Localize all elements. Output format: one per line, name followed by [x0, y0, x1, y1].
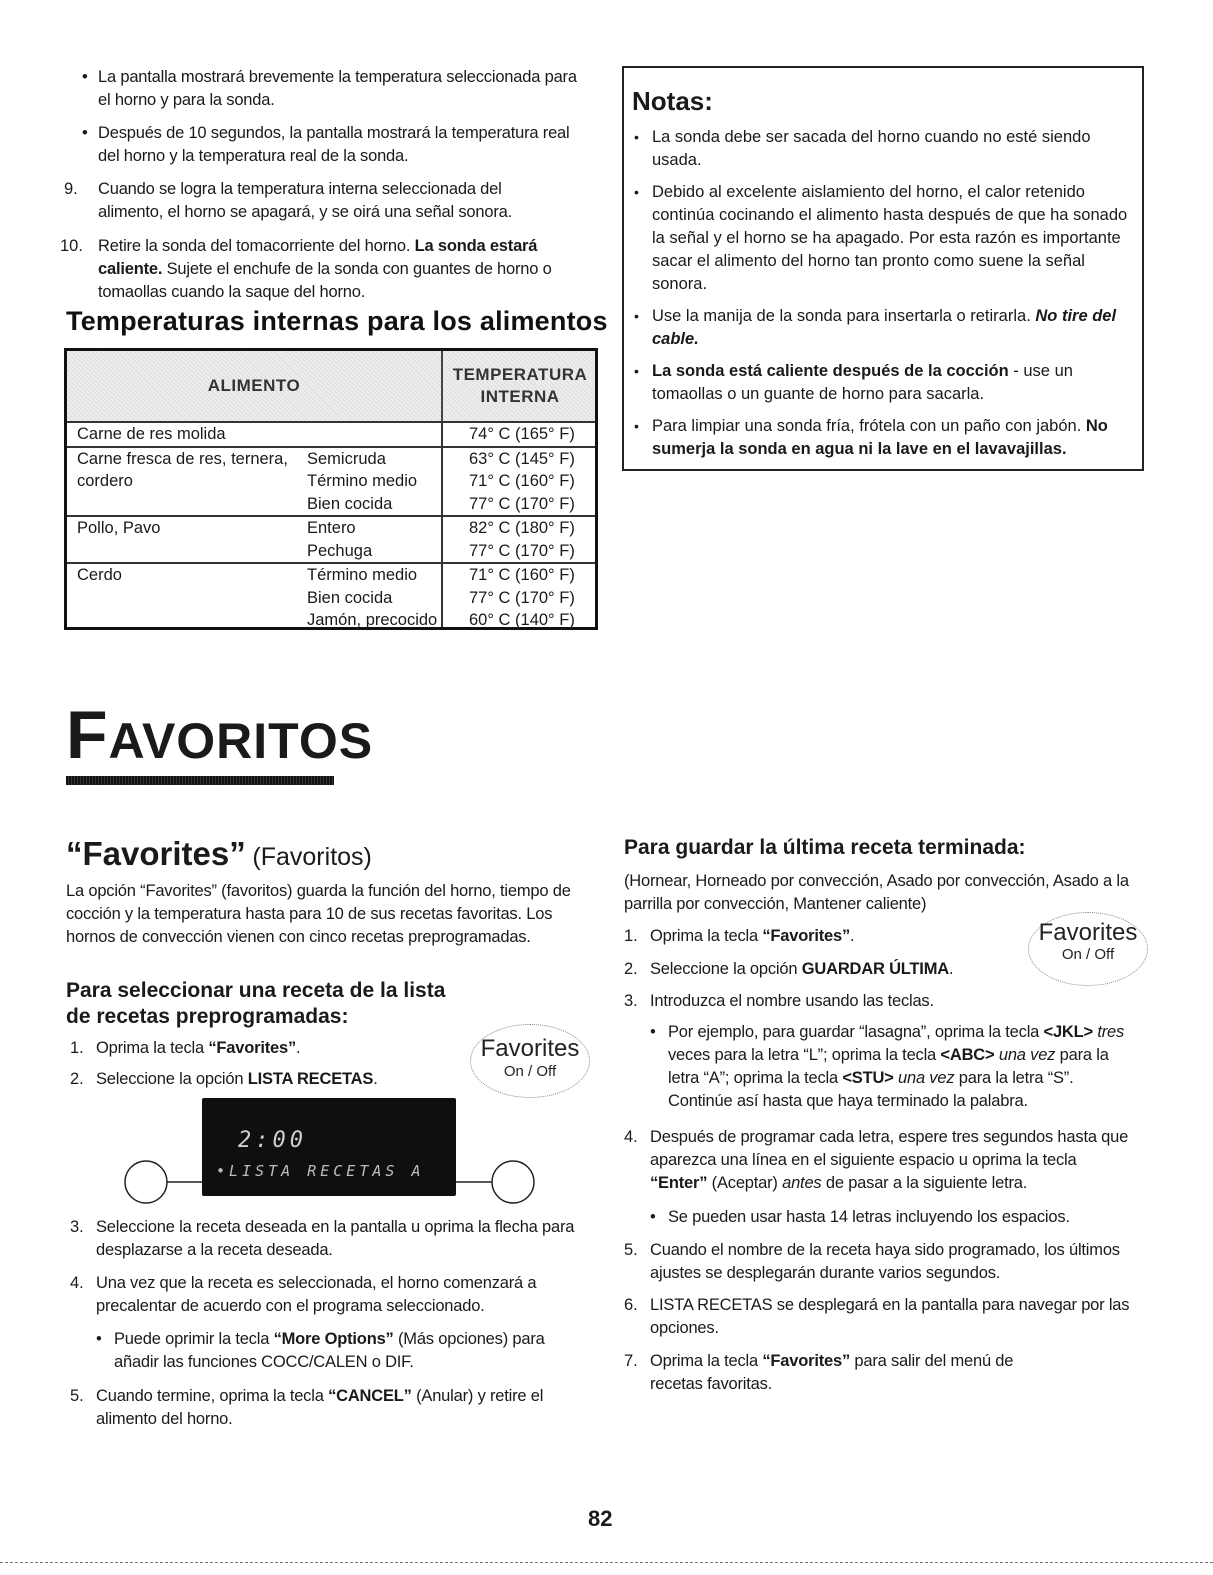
table-cell-temp: 74° C (165° F): [469, 425, 575, 443]
table-cell-food: cordero: [77, 472, 133, 490]
step-number: 2.: [70, 1070, 84, 1088]
table-cell-temp: 77° C (170° F): [469, 541, 575, 560]
table-cell-cut: Entero: [307, 519, 356, 537]
step-text: Después de programar cada letra, espere tres segundos hasta que aparezca una línea en el siguiente espacio u oprima la tecla “Enter” (Aceptar) antes de pasar a la siguiente letra.: [650, 1128, 1129, 1192]
notes-box: [622, 66, 1144, 471]
table-cell-food: Carne de res molida: [77, 425, 226, 443]
table-row-group: [67, 564, 595, 634]
table-cell-cut: Pechuga: [307, 541, 373, 560]
step-number: 3.: [624, 992, 638, 1010]
display-menu: •LISTA RECETAS A: [216, 1162, 425, 1180]
table-cell-temp: 60° C (140° F): [469, 611, 575, 629]
note-item: • Debido al excelente aislamiento del horno, el calor retenido continúa cocinando el alimento hasta después de que ha sonado la señal y el horno se ha apagado. Por esta razón es importante sacar el alimento del horno tan pronto como suene la señal sonora.: [632, 181, 1132, 296]
table-row-group: [67, 517, 595, 564]
table-cell-temp: 71° C (160° F): [469, 472, 575, 490]
favorites-intro: La opción “Favorites” (favoritos) guarda la función del horno, tiempo de cocción y la temperatura hasta para 10 de sus recetas favoritas. Los hornos de convección vienen con cinco recetas preprogramadas.: [66, 882, 571, 946]
right-arrow-icon: [492, 1161, 534, 1203]
step-number: 9.: [64, 180, 78, 198]
table-cell-food: Carne fresca de res, ternera,: [77, 449, 288, 468]
step-number: 7.: [624, 1352, 638, 1370]
temperature-table: [64, 348, 598, 630]
table-row: [67, 587, 595, 610]
step-number: 1.: [624, 927, 638, 945]
table-row-group: [67, 423, 595, 448]
bullet-text: Se pueden usar hasta 14 letras incluyendo los espacios.: [668, 1208, 1070, 1226]
save-last-heading: Para guardar la última receta terminada:: [624, 836, 1026, 859]
favorites-key-button[interactable]: Favorites On / Off: [1028, 912, 1148, 986]
display-time: 2:00: [238, 1128, 307, 1153]
table-row: [67, 423, 595, 446]
bullet-dot: •: [82, 124, 88, 142]
page-number: 82: [588, 1506, 613, 1531]
table-cell-food: Cerdo: [77, 566, 122, 584]
step-text: Oprima la tecla “Favorites” para salir del menú de recetas favoritas.: [650, 1352, 1014, 1393]
table-row: [67, 493, 595, 516]
step-text: LISTA RECETAS se desplegará en la pantalla para navegar por las opciones.: [650, 1296, 1130, 1337]
step-number: 1.: [70, 1039, 84, 1057]
bullet-dot: •: [650, 1208, 656, 1226]
table-cell-temp: 63° C (145° F): [469, 449, 575, 468]
step-number: 4.: [624, 1128, 638, 1146]
step-text: Cuando el nombre de la receta haya sido programado, los últimos ajustes se desplegarán durante varios segundos.: [650, 1241, 1120, 1282]
oven-display: [202, 1098, 456, 1196]
table-header: [67, 351, 595, 423]
table-cell-cut: Jamón, precocido: [307, 611, 438, 629]
notes-title: Notas:: [632, 86, 713, 116]
step-text: Oprima la tecla “Favorites”.: [650, 927, 855, 945]
step-text: Seleccione la opción LISTA RECETAS.: [96, 1070, 378, 1088]
step-number: 5.: [624, 1241, 638, 1259]
table-row: [67, 564, 595, 587]
step-text: Retire la sonda del tomacorriente del horno. La sonda estará caliente. Sujete el enchufe de la sonda con guantes de horno o tomaollas cuando la saque del horno.: [98, 237, 552, 301]
table-cell-food: Pollo, Pavo: [77, 519, 161, 537]
table-row: [67, 470, 595, 493]
step-text: Seleccione la opción GUARDAR ÚLTIMA.: [650, 960, 954, 978]
select-recipe-heading: Para seleccionar una receta de la lista de recetas preprogramadas:: [66, 979, 446, 1028]
favorites-heading: “Favorites” (Favoritos): [66, 835, 372, 872]
table-cell-temp: 77° C (170° F): [469, 588, 575, 607]
step-text: Oprima la tecla “Favorites”.: [96, 1039, 301, 1057]
table-cell-cut: Bien cocida: [307, 494, 393, 513]
table-cell-temp: 82° C (180° F): [469, 519, 575, 537]
bullet-text: La pantalla mostrará brevemente la temperatura seleccionada para el horno y para la sonda.: [98, 68, 577, 109]
step-number: 6.: [624, 1296, 638, 1314]
favoritos-title: FAVORITOS: [66, 697, 374, 773]
bullet-text: Después de 10 segundos, la pantalla mostrará la temperatura real del horno y la temperatura real de la sonda.: [98, 124, 570, 165]
table-cell-cut: Término medio: [307, 472, 418, 490]
bullet-dot: •: [82, 68, 88, 86]
table-cell-temp: 77° C (170° F): [469, 494, 575, 513]
table-cell-cut: Semicruda: [307, 449, 386, 468]
left-arrow-icon: [125, 1161, 167, 1203]
step-text: Seleccione la receta deseada en la pantalla u oprima la flecha para desplazarse a la receta deseada.: [96, 1218, 575, 1259]
table-row: [67, 448, 595, 471]
table-row: [67, 540, 595, 563]
temperatures-heading: Temperaturas internas para los alimentos: [66, 306, 608, 336]
bullet-dot: •: [650, 1023, 656, 1041]
step-number: 10.: [60, 237, 83, 255]
bullet-dot: •: [96, 1330, 102, 1348]
step-text: Introduzca el nombre usando las teclas.: [650, 992, 934, 1010]
note-item: • La sonda está caliente después de la cocción - use un tomaollas o un guante de horno para sacarla.: [632, 360, 1132, 406]
step-number: 3.: [70, 1218, 84, 1236]
bullet-text: Puede oprimir la tecla “More Options” (Más opciones) para añadir las funciones COCC/CALEN o DIF.: [114, 1330, 545, 1371]
step-number: 4.: [70, 1274, 84, 1292]
note-item: • Use la manija de la sonda para insertarla o retirarla. No tire del cable.: [632, 305, 1132, 351]
note-item: • Para limpiar una sonda fría, frótela con un paño con jabón. No sumerja la sonda en agua ni la lave en el lavavajillas.: [632, 415, 1132, 461]
favorites-key-button[interactable]: Favorites On / Off: [470, 1024, 590, 1098]
header-temperatura: TEMPERATURA INTERNA: [441, 351, 597, 421]
title-underline: [66, 776, 334, 785]
step-number: 5.: [70, 1387, 84, 1405]
table-cell-cut: Bien cocida: [307, 588, 393, 607]
table-row-group: [67, 448, 595, 518]
table-cell-temp: 71° C (160° F): [469, 566, 575, 584]
step-text: Cuando se logra la temperatura interna seleccionada del alimento, el horno se apagará, y se oirá una señal sonora.: [98, 180, 513, 221]
table-cell-cut: Término medio: [307, 566, 418, 584]
bullet-text: Por ejemplo, para guardar “lasagna”, oprima la tecla <JKL> tres veces para la letra “L”; oprima la tecla <ABC> una vez para la letra “A”; oprima la tecla <STU> una vez para la letra “S”. Continúe así hasta que haya terminado la palabra.: [668, 1023, 1125, 1110]
table-row: [67, 609, 595, 632]
step-text: Una vez que la receta es seleccionada, el horno comenzará a precalentar de acuerdo con el programa seleccionado.: [96, 1274, 537, 1315]
bottom-divider: [0, 1562, 1213, 1563]
table-row: [67, 517, 595, 540]
note-item: • La sonda debe ser sacada del horno cuando no esté siendo usada.: [632, 126, 1132, 172]
step-number: 2.: [624, 960, 638, 978]
step-text: Cuando termine, oprima la tecla “CANCEL” (Anular) y retire el alimento del horno.: [96, 1387, 544, 1428]
save-last-intro: (Hornear, Horneado por convección, Asado por convección, Asado a la parrilla por convección, Mantener caliente): [624, 872, 1129, 913]
header-alimento: ALIMENTO: [207, 376, 301, 395]
